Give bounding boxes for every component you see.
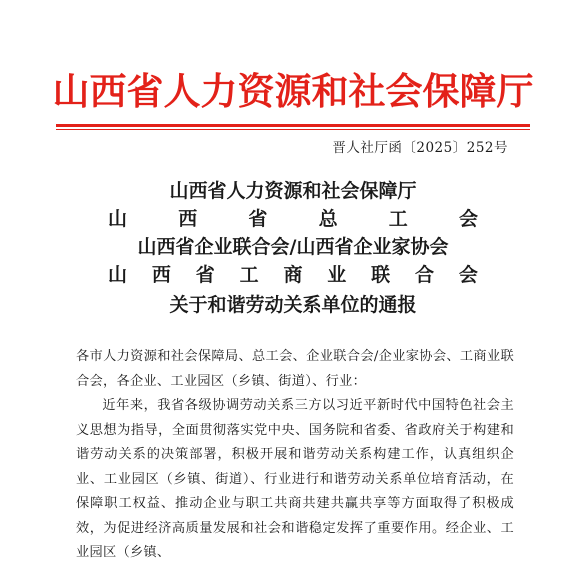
issuer-segment: 合 — [415, 264, 435, 286]
issuer-segment: 山西省企业联合会/山西省企业家协会 — [137, 236, 449, 258]
issuer-segment: 山 — [108, 208, 128, 230]
masthead-rule-thick — [56, 124, 530, 127]
masthead-rule-thin — [56, 129, 530, 130]
issuer-line — [108, 233, 478, 261]
issuer-segment: 西 — [178, 208, 198, 230]
issuer-segment: 工 — [388, 208, 408, 230]
issuer-line — [108, 261, 478, 289]
issuer-segment: 总 — [318, 208, 338, 230]
addressee: 各市人力资源和社会保障局、总工会、企业联合会/企业家协会、工商业联合会，各企业、工业园区（乡镇、街道）、行业： — [76, 349, 514, 389]
body-paragraph: 近年来，我省各级协调劳动关系三方以习近平新时代中国特色社会主义思想为指导，全面贯彻落实党中央、国务院和省委、省政府关于构建和谐劳动关系的决策部署，积极开展和谐劳动关系构建工作，认真组织企业、工业园区（乡镇、街道）、行业进行和谐劳动关系单位培育活动，在保障职工权益、推动企业与职工共商共建共赢共享等方面取得了积极成效，为促进经济高质量发展和社会和谐稳定发挥了重要作用。经企业、工业园区（乡镇、 — [76, 398, 514, 560]
masthead-title: 山西省人力资源和社会保障厅 — [52, 70, 534, 113]
issuer-segment: 商 — [283, 264, 303, 286]
issuer-segment: 工 — [239, 264, 259, 286]
issuer-segment: 业 — [327, 264, 347, 286]
issuer-segment: 省 — [248, 208, 268, 230]
issuer-line — [108, 177, 478, 205]
document-body — [76, 345, 514, 566]
issuer-segment: 西 — [151, 264, 171, 286]
issuer-line — [108, 205, 478, 233]
issuer-segment: 省 — [195, 264, 215, 286]
issuer-segment: 会 — [458, 264, 478, 286]
issuer-segment: 山西省人力资源和社会保障厅 — [169, 180, 417, 202]
document-number: 晋人社厅函〔2025〕252号 — [332, 140, 508, 156]
issuer-segment: 会 — [458, 208, 478, 230]
issuer-segment: 山 — [108, 264, 128, 286]
document-title: 关于和谐劳动关系单位的通报 — [169, 294, 417, 316]
issuer-segment: 联 — [371, 264, 391, 286]
issuing-authorities — [108, 177, 478, 289]
